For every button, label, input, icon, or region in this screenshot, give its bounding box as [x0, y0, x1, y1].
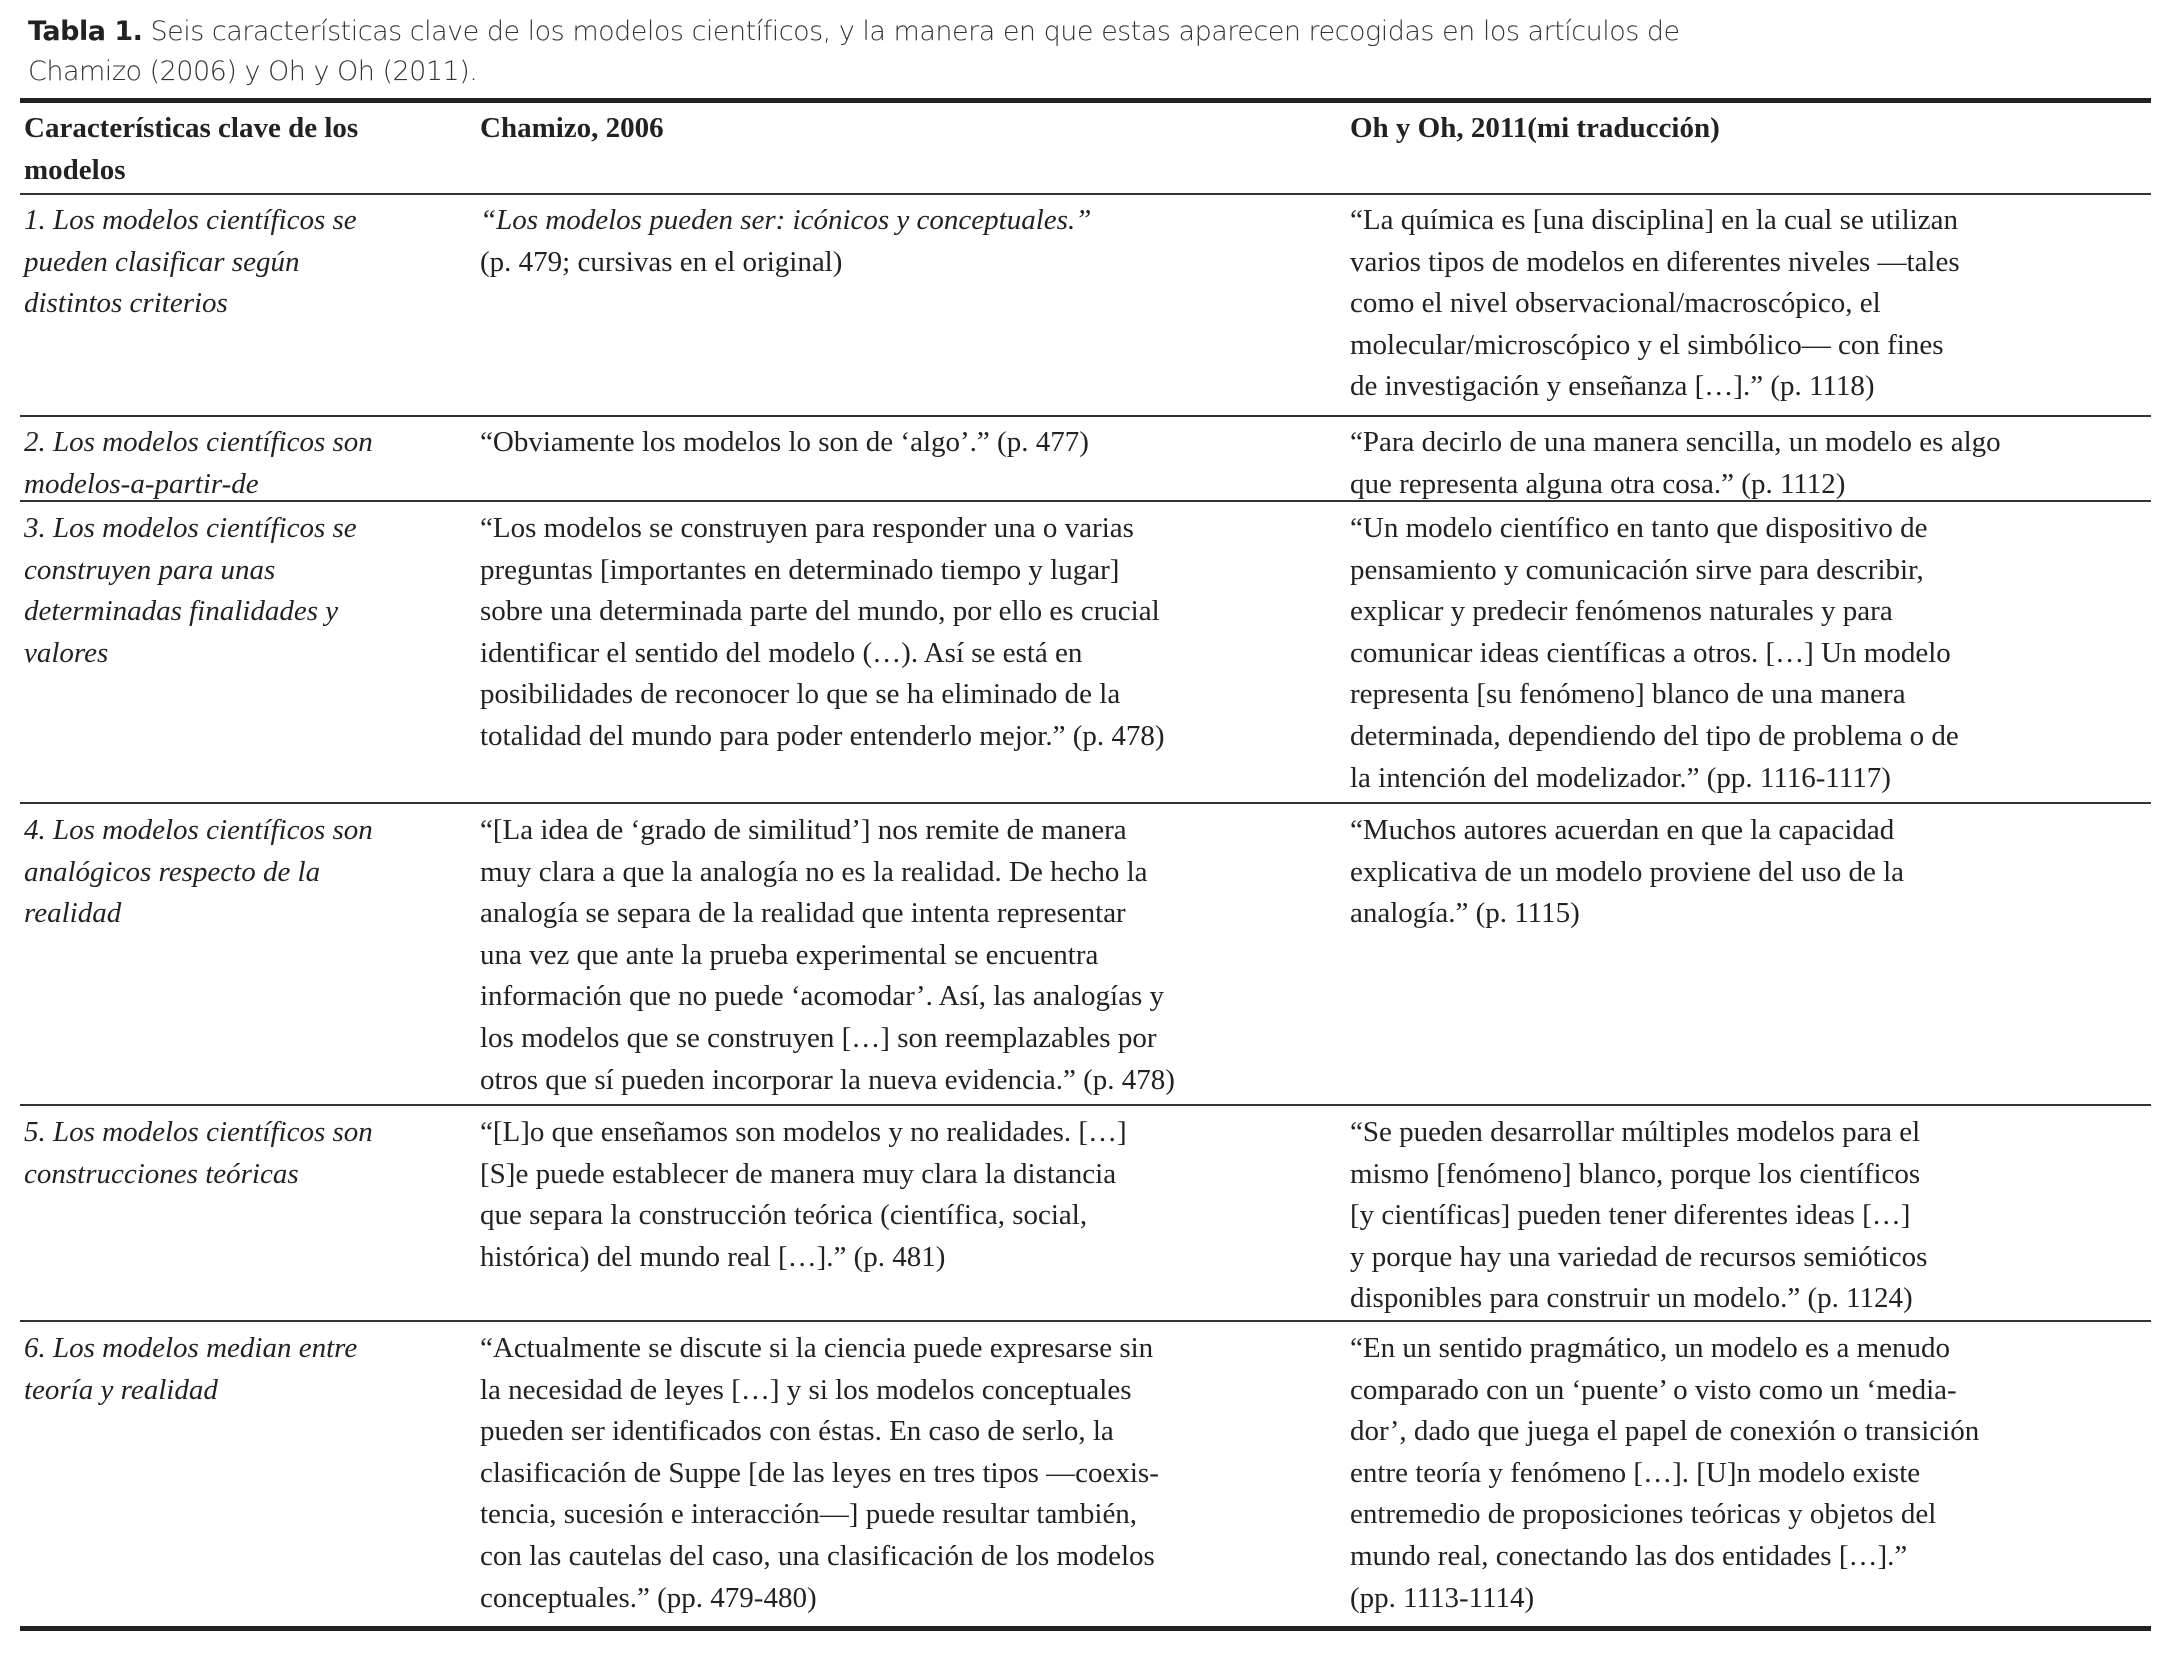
- feature-cell: [24, 810, 373, 935]
- cell-line: (pp. 1113-1114): [1350, 1581, 1535, 1614]
- cell-line: muy clara a que la analogía no es la realidad. De hecho la: [480, 855, 1148, 888]
- caption-text: Seis características clave de los modelos científicos, y la manera en que estas aparecen recogidas en los artículos de: [142, 16, 1680, 47]
- cell-line: como el nivel observacional/macroscópico, el: [1350, 287, 1881, 320]
- chamizo-cell: [480, 1328, 1159, 1619]
- cell-line: realidad: [24, 897, 122, 930]
- table-top-rule: [20, 98, 2151, 103]
- cell-line: 4. Los modelos científicos son: [24, 814, 373, 846]
- cell-line: que separa la construcción teórica (científica, social,: [480, 1199, 1088, 1232]
- cell-line: explicativa de un modelo proviene del uso de la: [1350, 855, 1905, 888]
- cell-line: “Muchos autores acuerdan en que la capacidad: [1350, 814, 1895, 846]
- cell-line: la necesidad de leyes […] y si los modelos conceptuales: [480, 1373, 1132, 1406]
- chamizo-cell: [480, 200, 1091, 283]
- cell-line: pensamiento y comunicación sirve para describir,: [1350, 553, 1924, 586]
- cell-line: construcciones teóricas: [24, 1157, 299, 1190]
- cell-line: 6. Los modelos median entre: [24, 1332, 358, 1364]
- chamizo-cell: [480, 810, 1175, 1101]
- header-chamizo: [480, 108, 664, 150]
- cell-line: molecular/microscópico y el simbólico— con fines: [1350, 328, 1944, 361]
- cell-line: sobre una determinada parte del mundo, por ello es crucial: [480, 595, 1160, 628]
- cell-line: una vez que ante la prueba experimental se encuentra: [480, 938, 1099, 971]
- cell-line: pueden ser identificados con éstas. En caso de serlo, la: [480, 1415, 1114, 1448]
- row-divider: [20, 193, 2151, 195]
- cell-line: (p. 479; cursivas en el original): [480, 245, 843, 278]
- feature-cell: [24, 200, 357, 325]
- cell-line: analógicos respecto de la: [24, 855, 321, 888]
- cell-line: que representa alguna otra cosa.” (p. 1112): [1350, 467, 1846, 500]
- cell-line: analogía.” (p. 1115): [1350, 897, 1580, 930]
- cell-line: 1. Los modelos científicos se: [24, 204, 357, 236]
- cell-line: construyen para unas: [24, 553, 276, 586]
- cell-line: preguntas [importantes en determinado tiempo y lugar]: [480, 553, 1120, 586]
- cell-line: determinadas finalidades y: [24, 595, 339, 628]
- cell-line: “Los modelos se construyen para responder una o varias: [480, 512, 1134, 544]
- cell-line: “[L]o que enseñamos son modelos y no realidades. […]: [480, 1116, 1127, 1148]
- cell-line: “Para decirlo de una manera sencilla, un modelo es algo: [1350, 426, 2001, 458]
- cell-line: clasificación de Suppe [de las leyes en tres tipos —coexis-: [480, 1456, 1159, 1489]
- oh-cell: [1350, 200, 1960, 408]
- oh-cell: [1350, 422, 2001, 505]
- cell-line: de investigación y enseñanza […].” (p. 1118): [1350, 370, 1875, 403]
- feature-cell: [24, 422, 373, 505]
- row-divider: [20, 1320, 2151, 1322]
- cell-line: “Se pueden desarrollar múltiples modelos para el: [1350, 1116, 1921, 1148]
- chamizo-cell: [480, 508, 1165, 758]
- chamizo-cell: [480, 1112, 1127, 1278]
- cell-line: comparado con un ‘puente’ o visto como un ‘media-: [1350, 1373, 1957, 1406]
- cell-line: entre teoría y fenómeno […]. [U]n modelo existe: [1350, 1456, 1921, 1489]
- table-bottom-rule: [20, 1626, 2151, 1631]
- oh-cell: [1350, 1328, 1979, 1619]
- cell-line: histórica) del mundo real […].” (p. 481): [480, 1240, 946, 1273]
- cell-line: determinada, dependiendo del tipo de problema o de: [1350, 719, 1959, 752]
- row-divider: [20, 500, 2151, 502]
- cell-line: mismo [fenómeno] blanco, porque los científicos: [1350, 1157, 1921, 1190]
- row-divider: [20, 802, 2151, 804]
- cell-line: distintos criterios: [24, 287, 228, 320]
- cell-line: “En un sentido pragmático, un modelo es a menudo: [1350, 1332, 1950, 1364]
- cell-line: valores: [24, 636, 109, 669]
- row-divider: [20, 415, 2151, 417]
- oh-cell: [1350, 1112, 1927, 1320]
- cell-line: los modelos que se construyen […] son reemplazables por: [480, 1021, 1157, 1054]
- cell-line: “La química es [una disciplina] en la cual se utilizan: [1350, 204, 1958, 236]
- cell-line: teoría y realidad: [24, 1373, 218, 1406]
- cell-line: “[La idea de ‘grado de similitud’] nos remite de manera: [480, 814, 1127, 846]
- cell-line: mundo real, conectando las dos entidades […].”: [1350, 1539, 1908, 1572]
- cell-line: “Un modelo científico en tanto que dispositivo de: [1350, 512, 1928, 544]
- caption-text-2: Chamizo (2006) y Oh y Oh (2011).: [28, 56, 478, 87]
- oh-cell: [1350, 810, 1904, 935]
- cell-line: tencia, sucesión e interacción—] puede resultar también,: [480, 1498, 1138, 1531]
- cell-line: comunicar ideas científicas a otros. […] Un modelo: [1350, 636, 1951, 669]
- cell-line: modelos-a-partir-de: [24, 467, 259, 500]
- cell-line: representa [su fenómeno] blanco de una manera: [1350, 678, 1906, 711]
- row-divider: [20, 1104, 2151, 1106]
- cell-line: [S]e puede establecer de manera muy clara la distancia: [480, 1157, 1117, 1190]
- feature-cell: [24, 508, 357, 674]
- cell-line: información que no puede ‘acomodar’. Así, las analogías y: [480, 980, 1164, 1013]
- cell-line: posibilidades de reconocer lo que se ha eliminado de la: [480, 678, 1121, 711]
- cell-line: dor’, dado que juega el papel de conexión o transición: [1350, 1415, 1980, 1448]
- cell-line: “Obviamente los modelos lo son de ‘algo’.” (p. 477): [480, 426, 1089, 458]
- cell-line: entremedio de proposiciones teóricas y objetos del: [1350, 1498, 1937, 1531]
- cell-line: identificar el sentido del modelo (…). Así se está en: [480, 636, 1083, 669]
- cell-line: Chamizo, 2006: [480, 112, 664, 144]
- caption-label: Tabla 1.: [28, 16, 143, 47]
- cell-line: 5. Los modelos científicos son: [24, 1116, 373, 1148]
- cell-line: Características clave de los: [24, 112, 359, 144]
- cell-line: 2. Los modelos científicos son: [24, 426, 373, 458]
- chamizo-cell: [480, 422, 1089, 464]
- table-caption: [28, 12, 2148, 92]
- cell-line: la intención del modelizador.” (pp. 1116-1117): [1350, 761, 1891, 794]
- cell-line: “Actualmente se discute si la ciencia puede expresarse sin: [480, 1332, 1154, 1364]
- cell-line: explicar y predecir fenómenos naturales y para: [1350, 595, 1893, 628]
- oh-cell: [1350, 508, 1959, 799]
- cell-line: varios tipos de modelos en diferentes niveles —tales: [1350, 245, 1960, 278]
- cell-line: pueden clasificar según: [24, 245, 300, 278]
- cell-line: analogía se separa de la realidad que intenta representar: [480, 897, 1126, 930]
- cell-line: otros que sí pueden incorporar la nueva evidencia.” (p. 478): [480, 1063, 1175, 1096]
- cell-line: Oh y Oh, 2011(mi traducción): [1350, 112, 1720, 144]
- cell-line: 3. Los modelos científicos se: [24, 512, 357, 544]
- cell-line: con las cautelas del caso, una clasificación de los modelos: [480, 1539, 1155, 1572]
- feature-cell: [24, 1328, 357, 1411]
- cell-line: y porque hay una variedad de recursos semióticos: [1350, 1240, 1928, 1273]
- feature-cell: [24, 1112, 373, 1195]
- cell-line: conceptuales.” (pp. 479-480): [480, 1581, 817, 1614]
- header-characteristics: [24, 108, 358, 191]
- header-oh: [1350, 108, 1720, 150]
- cell-line: totalidad del mundo para poder entenderlo mejor.” (p. 478): [480, 719, 1165, 752]
- cell-line: disponibles para construir un modelo.” (p. 1124): [1350, 1282, 1913, 1315]
- cell-line: modelos: [24, 153, 126, 186]
- cell-line: [y científicas] pueden tener diferentes ideas […]: [1350, 1199, 1911, 1232]
- cell-line: “Los modelos pueden ser: icónicos y conceptuales.”: [480, 204, 1092, 236]
